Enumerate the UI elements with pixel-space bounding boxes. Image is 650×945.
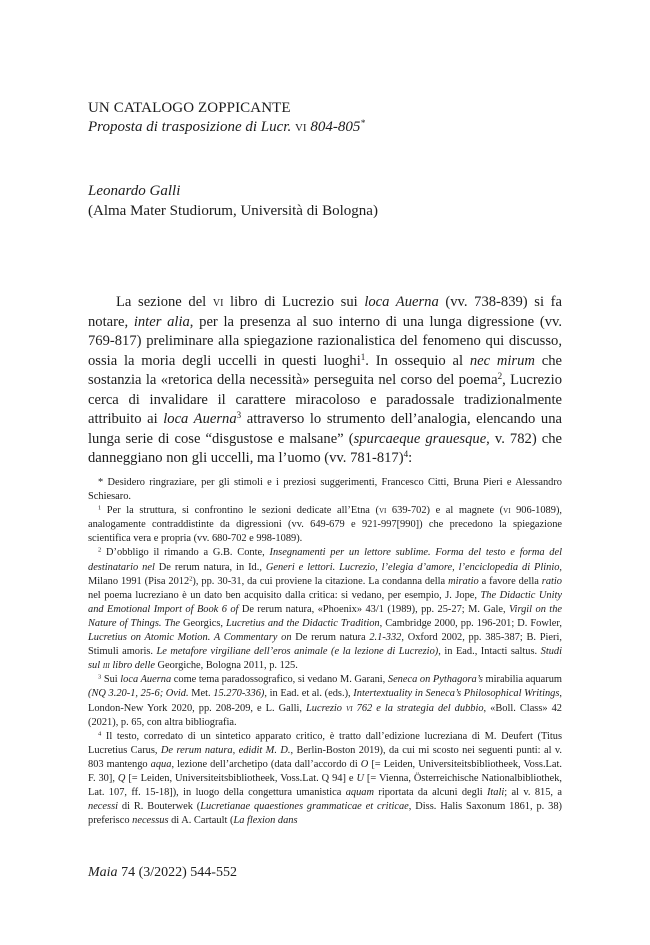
footnotes: [88, 476, 562, 828]
footnote-3: $^3$ Sui loca Auerna come tema paradossografico, si vedano M. Garani, Seneca on Pythagora’s mirabilia aquarum (NQ 3.20-1, 25-6; Ovid. Met. 15.270-336), in Ead. et al. (eds.), Intertextuality in Seneca’s Philosophical Writings, London-New York 2020, pp. 208-209, e L. Galli, Lucrezio vi 762 e la strategia del dubbio, «Boll. Class» 42 (2021), p. 65, con altra bibliografia.: [88, 673, 562, 728]
footnote-ref[interactable]: 3: [236, 410, 242, 421]
journal-name: Maia: [88, 865, 118, 880]
page-footer: [88, 864, 237, 882]
author-affiliation: (Alma Mater Studiorum, Università di Bologna): [88, 203, 378, 219]
body-paragraph: La sezione del vi libro di Lucrezio sui loca Auerna (vv. 738-839) si fa notare, inter alia, per la presenza al suo interno di una lunga digressione (vv. 769-817) preliminare alla spiegazione razionalistica del fenomeno qui discusso, ossia la moria degli uccelli in questi luoghi$^1$. In ossequio al nec mirum che sostanzia la «retorica della necessità» perseguita nel corso del poema$^2$, Lucrezio cerca di invalidare il carattere miracoloso e paradossale tradizionalmente attribuito ai loca Auerna$^3$ attraverso lo strumento dell’analogia, elencando una lunga serie di cose “disgustose e malsane” (spurcaeque grauesque, v. 782) che danneggiano non gli uccelli, ma l’uomo (vv. 781-817)$^4$:: [88, 294, 562, 466]
journal-issue: 74 (3/2022) 544-552: [117, 865, 237, 880]
author-name: Leonardo Galli: [88, 183, 181, 199]
footnote-acknowledgement: * Desidero ringraziare, per gli stimoli e i preziosi suggerimenti, Francesco Citti, Bruna Pieri e Alessandro Schiesaro.: [88, 477, 562, 503]
footnote-1: $^1$ Per la struttura, si confrontino le sezioni dedicate all’Etna (vi 639-702) e al magnete (vi 906-1089), analogamente contraddistinte da digressioni (vv. 649-679 e 921-997[990]) che precedono la spiegazione scientifica vera e propria (vv. 680-702 e 998-1089).: [88, 504, 563, 545]
footnote-ref[interactable]: 4: [403, 449, 409, 460]
footnote-ref[interactable]: 1: [360, 351, 366, 362]
footnote-ref[interactable]: 2: [497, 371, 503, 382]
article-title: UN CATALOGO ZOPPICANTE: [88, 100, 291, 116]
body-text: [88, 293, 562, 469]
footnote-4: $^4$ Il testo, corredato di un sintetico apparato critico, è tratto dall’edizione lucreziana di M. Deufert (Titus Lucretius Carus, De rerum natura, edidit M. D., Berlin-Boston 2019), da cui mi scosto nei seguenti punti: al v. 803 mantengo aqua, lezione dell’archetipo (data dall’accordo di O [= Leiden, Universiteitsbibliotheek, Voss.Lat. F. 30], Q [= Leiden, Universiteitsbibliotheek, Voss.Lat. Q 94] e U [= Vienna, Österreichische Nationalbibliothek, Lat. 107, ff. 15-18]), in luogo della congettura umanistica aquam riportata da alcuni degli Itali; al v. 815, a necessi di R. Bouterwek (Lucretianae quaestiones grammaticae et criticae, Diss. Halis Saxonum 1861, p. 38) preferisco necessus di A. Cartault (La flexion dans: [88, 730, 562, 827]
article-subtitle: Proposta di trasposizione di Lucr. vi 804-805*: [88, 118, 365, 135]
footnote-2: $^2$ D’obbligo il rimando a G.B. Conte, Insegnamenti per un lettore sublime. Forma del testo e forma del destinatario nel De rerum natura, in Id., Generi e lettori. Lucrezio, l’elegia d’amore, l’enciclopedia di Plinio, Milano 1991 (Pisa 2012$^2$), pp. 30-31, da cui proviene la citazione. La condanna della miratio a favore della ratio nel poema lucreziano è un dato ben acquisito dalla critica: si vedano, per esempio, J. Jope, The Didactic Unity and Emotional Import of Book 6 of De rerum natura, «Phoenix» 43/1 (1989), pp. 25-27; M. Gale, Virgil on the Nature of Things. The Georgics, Lucretius and the Didactic Tradition, Cambridge 2000, pp. 196-201; D. Fowler, Lucretius on Atomic Motion. A Commentary on De rerum natura 2.1-332, Oxford 2002, pp. 385-387; B. Pieri, Stimuli amoris. Le metafore virgiliane dell’eros animale (e la lezione di Lucrezio), in Ead., Intacti saltus. Studi sul iii libro delle Georgiche, Bologna 2011, p. 125.: [88, 546, 563, 672]
